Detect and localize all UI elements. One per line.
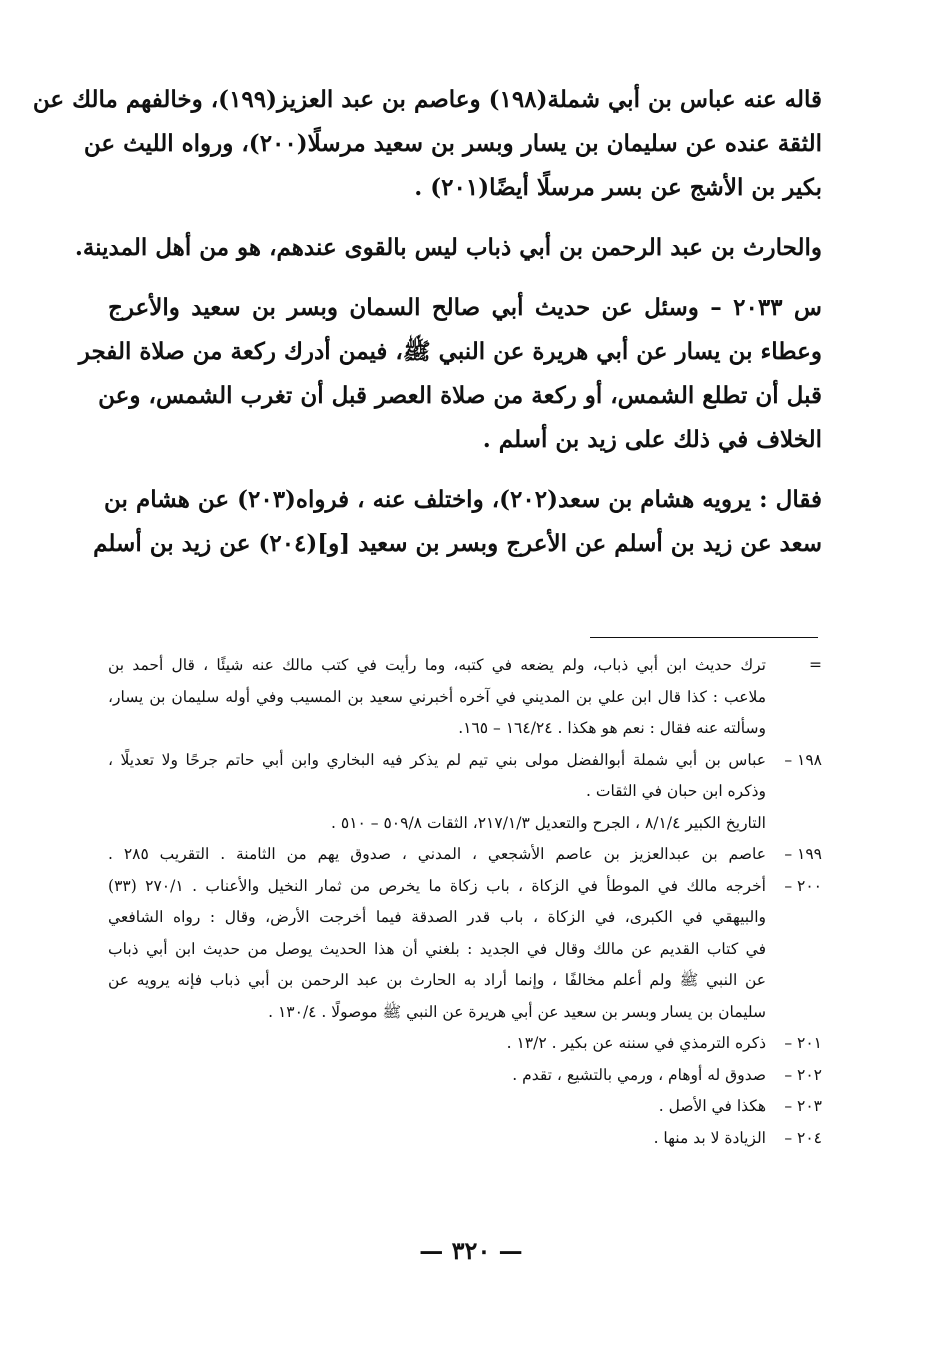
footnote-201 [108,1028,822,1060]
footnote-number: ١٩٨ – [784,750,822,769]
footnote-202 [108,1060,822,1092]
text-line: الثقة عنده عن سليمان بن يسار وبسر بن سعيد مرسلًا(٢٠٠)، ورواه الليث عن [83,130,822,157]
paragraph-1 [32,78,822,210]
text-line: فقال : يرويه هشام بن سعد(٢٠٢)، واختلف عنه ، فرواه(٢٠٣) عن هشام بن [104,486,822,513]
main-text [32,78,822,582]
paragraph-2 [74,226,822,270]
page-number: — ٣٢٠ — [419,1236,523,1265]
footnote-line: وسألته عنه فقال : نعم هو هكذا . ١٦٤/٢٤ – ١٦٥. [458,719,766,737]
footnote-line: عن النبي ﷺ ولم أعلم مخالفًا ، وإنما أراد به الحارث بن عبد الرحمن بن أبي ذباب فإنه يرويه عن [108,971,766,989]
paragraph-answer [93,478,822,566]
footnote-line: هكذا في الأصل . [658,1097,766,1115]
text-line: الخلاف في ذلك على زيد بن أسلم . [482,426,822,453]
footnote-199 [108,839,822,871]
footnote-line: عباس بن أبي شملة أبوالفضل مولى بني تيم لم يذكر فيه البخاري وابن أبي حاتم جرحًا ولا تعديلًا ، [108,750,766,769]
footnote-number: ٢٠٠ – [784,876,822,895]
text-line: والحارث بن عبد الرحمن بن أبي ذباب ليس بالقوى عندهم، هو من أهل المدينة. [74,234,822,261]
footnote-line: ملاعب : كذا قال ابن علي بن المديني في آخره أخبرني سعيد بن المسيب وفي أوله سليمان بن يسار، [108,687,766,706]
footnote-number: ٢٠٢ – [784,1065,822,1084]
footnote-line: سليمان بن يسار وبسر بن سعيد عن أبي هريرة عن النبي ﷺ موصولًا . ١٣٠/٤ . [268,1002,766,1021]
footnote-number: = [809,656,822,674]
text-line: وعطاء بن يسار عن أبي هريرة عن النبي ﷺ، فيمن أدرك ركعة من صلاة الفجر [78,338,822,365]
footnote-line: والبيهقي في الكبرى، في الزكاة ، باب قدر الصدقة فيما أخرجت الأرض، وقال : رواه الشافعي [108,908,766,926]
footnote-separator [590,637,818,638]
paragraph-question-2033 [78,286,822,462]
text-line: بكير بن الأشج عن بسر مرسلًا أيضًا(٢٠١) . [414,174,822,201]
footnote-line: صدوق له أوهام ، ورمي بالتشيع ، تقدم . [512,1065,766,1084]
text-line: س ٢٠٣٣ – وسئل عن حديث أبي صالح السمان وبسر بن سعيد والأعرج [108,294,822,321]
footnotes [108,650,822,1154]
footnote-number: ٢٠٤ – [784,1128,822,1147]
footnote-203 [108,1091,822,1123]
footnote-line: الزيادة لا بد منها . [653,1128,766,1147]
footnote-line: التاريخ الكبير ٨/١/٤ ، الجرح والتعديل ٢١٧/١/٣، الثقات ٥٠٩/٨ – ٥١٠ . [331,813,766,832]
footnote-line: أخرجه مالك في الموطأ في الزكاة ، باب زكاة ما يخرص من ثمار النخيل والأعناب . ٢٧٠/١ (٣٣) [108,876,766,895]
text-line: قاله عنه عباس بن أبي شملة(١٩٨) وعاصم بن عبد العزيز(١٩٩)، وخالفهم مالك عن [32,86,822,113]
footnote-number: ٢٠١ – [784,1034,822,1052]
footnote-line: ترك حديث ابن أبي ذباب، ولم يضعه في كتبه، وما رأيت في كتب مالك عنه شيئًا ، قال أحمد بن [108,656,766,674]
footnote-line: في كتاب القديم عن مالك وقال في الجديد : بلغني أن هذا الحديث يوصل من حديث ابن أبي ذباب [108,939,766,958]
footnote-number: ١٩٩ – [784,845,822,863]
footnote-204 [108,1123,822,1155]
footnote-continued [108,650,822,745]
footnote-line: وذكره ابن حبان في الثقات . [586,782,766,800]
footnote-number: ٢٠٣ – [784,1097,822,1115]
footnote-198 [108,745,822,840]
text-line: سعد عن زيد بن أسلم عن الأعرج وبسر بن سعيد [و](٢٠٤) عن زيد بن أسلم [93,530,822,557]
footnote-line: عاصم بن عبدالعزيز بن عاصم الأشجعي ، المدني ، صدوق يهم من الثامنة . التقريب ٢٨٥ . [108,845,766,863]
text-line: قبل أن تطلع الشمس، أو ركعة من صلاة العصر قبل أن تغرب الشمس، وعن [98,382,822,409]
footnote-line: ذكره الترمذي في سننه عن بكير . ١٣/٢ . [506,1034,766,1052]
footnote-200 [108,871,822,1029]
